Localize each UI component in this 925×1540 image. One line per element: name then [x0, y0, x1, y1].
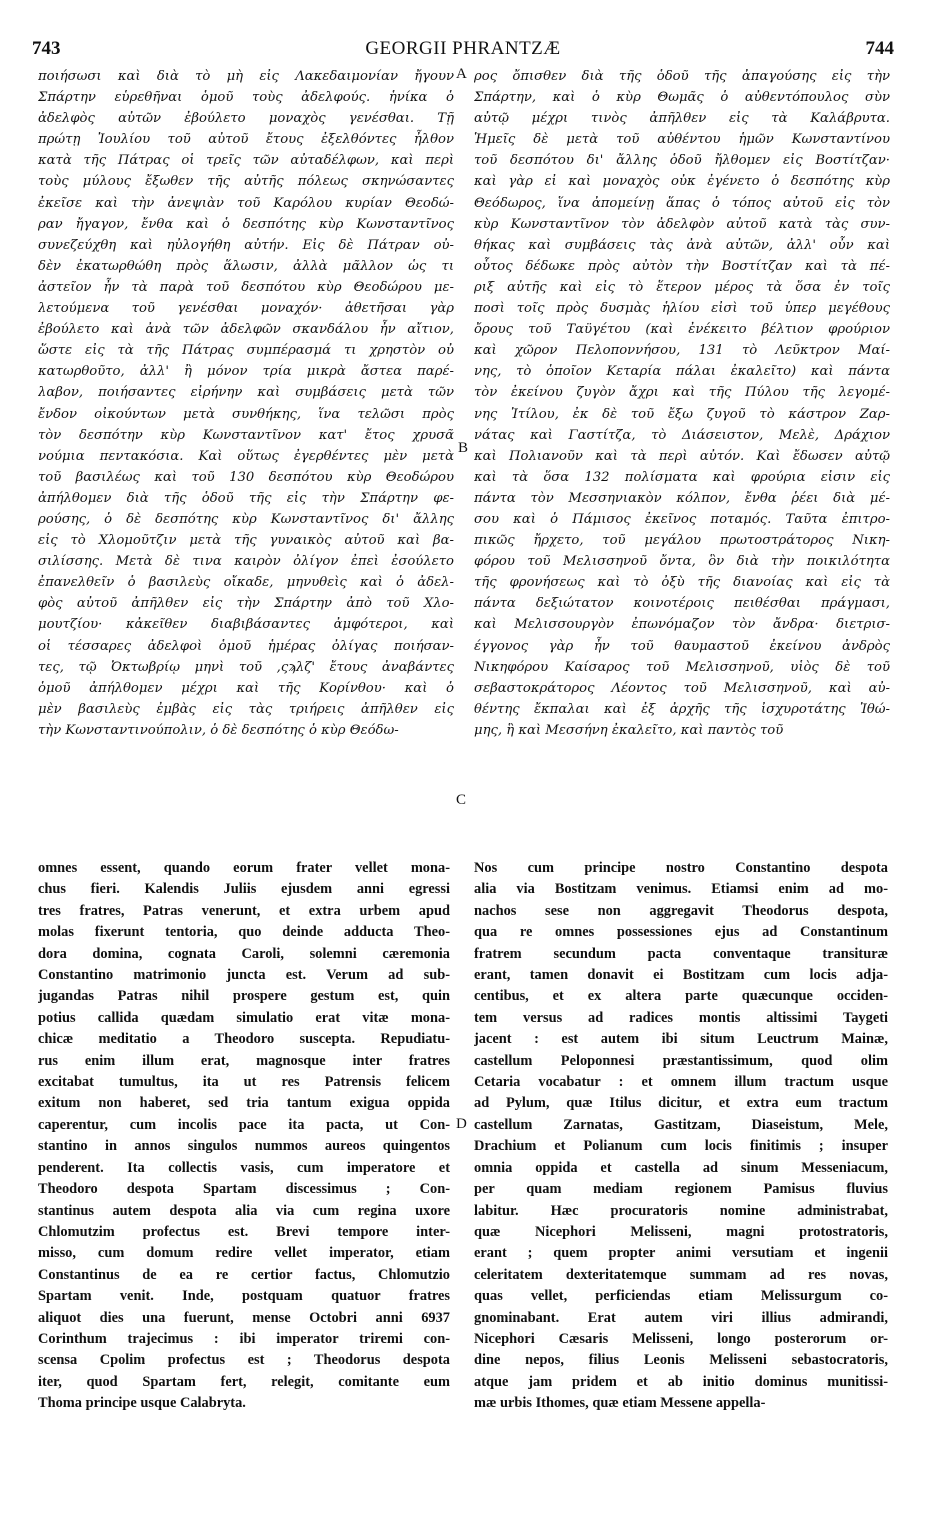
text-line: έγγονος γὰρ ἦν τοῦ θαυμαστοῦ ἐκείνου ἀνδρὸς — [474, 638, 890, 654]
text-line: ρούσης, ὁ δὲ δεσπότης κὺρ Κωνσταντῖνος δι' ἄλλης — [38, 511, 454, 527]
text-line: molas fixerunt tentoria, quo deinde adducta Theo- — [38, 924, 450, 941]
text-line: Drachium et Polianum cum locis finitimis ; insuper — [474, 1138, 888, 1155]
text-line: αὐτῷ μέχρι τινὸς ἀπῆλθεν εἰς τὰ Καλάβρυτα. — [474, 111, 890, 127]
text-line: καὶ γὰρ εἰ καὶ μοναχὸς οὐκ ἐγένετο ὁ δεσπότης κὺρ — [474, 174, 890, 190]
text-line: ριξ αὐτῆς καὶ εἰς τὸ ἕτερον μέρος τὰ ὅσα ἐν τοῖς — [474, 279, 890, 295]
text-line: ἀστεῖον ἦν τὰ παρὰ τοῦ δεσπότου κὺρ Θεοδώρου με- — [38, 279, 454, 295]
text-line: ραν ἤγαγον, ἔνθα καὶ ὁ δεσπότης κὺρ Κωνσταντῖνος — [38, 216, 454, 232]
text-line: ἀπήλθομεν διὰ τῆς ὁδοῦ τῆς εἰς τὴν Σπάρτην φε- — [38, 490, 454, 506]
text-line: rus enim illum erat, magnosque inter fratres — [38, 1052, 450, 1069]
text-line: φὸς αὐτοῦ ἀπῆλθεν εἰς τὴν Σπάρτην ἀπὸ τοῦ Χλο- — [38, 596, 454, 612]
text-line: Thoma principe usque Calabryta. — [38, 1395, 246, 1412]
text-line: omnes essent, quando eorum frater vellet mona- — [38, 860, 450, 876]
text-line: κατωρθοῦτο, ἀλλ' ἢ μόνον τρία μικρὰ ἄστεα παρέ- — [38, 364, 454, 380]
text-line: mæ urbis Ithomes, quæ etiam Messene appella- — [474, 1395, 766, 1412]
text-line: Corinthum trajecimus : ibi imperator triremi con- — [38, 1330, 450, 1347]
text-line: καὶ Μελισσουργὸν ἐπωνόμαζον τὸν ἄνδρα· διετρισ- — [474, 617, 890, 633]
text-line: τοῦ δεσπότου δι' ἄλλης ὁδοῦ ἤλθομεν εἰς Βοστίτζαν· — [474, 153, 890, 169]
latin-column-left — [38, 858, 450, 1415]
text-line: celeritatem dexteritatemque summam ad res novas, — [474, 1266, 888, 1283]
text-line: λετούμενα τοῦ γενέσθαι μοναχόν· ἀθετῆσαι γὰρ — [38, 301, 454, 317]
text-line: θέντης ἔκπαλαι καὶ ἐξ ἀρχῆς τῆς ἰσχυροτάτης Ἰθώ- — [474, 701, 890, 717]
text-line: καὶ Πολιανοῦν καὶ τὰ περὶ αὐτόν. Καὶ ἔδωσεν αὐτῷ — [474, 448, 890, 464]
text-line: κὺρ Κωνσταντῖνον τὸν ἀδελφὸν αὐτοῦ κατὰ τὰς συν- — [474, 216, 890, 232]
text-line: castellum Peloponnesi præstantissimum, quod olim — [474, 1052, 888, 1069]
text-line: καὶ τὰ ὅσα 132 πολίσματα καὶ φρούρια εἰσιν εἰς — [474, 469, 890, 485]
text-line: τες, τῷ Ὀκτωβρίῳ μηνὶ τοῦ ,ςϡλζ' ἔτους ἀναβάντες — [38, 659, 454, 675]
text-line: qua re omnes possessiones ejus ad Constantinum — [474, 924, 888, 941]
greek-column-right — [474, 66, 890, 741]
text-line: chicæ meditatio a Theodoro suscepta. Repudiatu- — [38, 1031, 450, 1048]
text-line: labitur. Hæc procuratoris nomine administrabat, — [474, 1202, 888, 1219]
text-line: Nicephori Cæsaris Melisseni, longo posterorum or- — [474, 1330, 888, 1347]
text-line: excitabat tumultus, ita ut res Patrensis felicem — [38, 1074, 450, 1091]
text-line: tres fratres, Patras venerunt, et extra urbem apud — [38, 902, 450, 919]
text-line: ἐβούλετο καὶ ἀνὰ τῶν ἀδελφῶν σκανδάλου ἦν αἴτιον, — [38, 322, 454, 338]
text-line: μουτζίου· κἀκεῖθεν διαβιβάσαντες ἀμφότεροι, καὶ — [38, 617, 454, 633]
text-line: δὲν ἐκατωρθώθη πρὸς ἅλωσιν, ἀλλὰ μᾶλλον ὡς τι — [38, 258, 454, 274]
text-line: Νικηφόρου Καίσαρος τοῦ Μελισσηνοῦ, υἱὸς δὲ τοῦ — [474, 659, 890, 675]
text-line: fratrem secundum pacta conventaque transituræ — [474, 945, 888, 962]
text-line: ὥστε εἰς τὰ τῆς Πάτρας συμπέρασμά τι χρηστὸν οὐ — [38, 343, 454, 359]
text-line: νούμια πεντακόσια. Καὶ οὕτως ἐγερθέντες μὲν μετὰ — [38, 448, 454, 464]
text-line: jacent : est autem ibi situm Leuctrum Mainæ, — [474, 1031, 888, 1048]
text-line: castellum Zarnatas, Gastitzam, Diaseistum, Mele, — [474, 1116, 888, 1133]
text-line: νης, τὸ ὁποῖον Κεταρία πάλαι ἐκαλεῖτο) καὶ πάντα — [474, 364, 890, 380]
text-line: gnominabant. Erat autem viri illius admirandi, — [474, 1309, 888, 1326]
text-line: dine nepos, filius Leonis Melisseni sebastocratoris, — [474, 1352, 888, 1369]
text-line: quas vellet, perficiendas etiam Melissurgum co- — [474, 1288, 888, 1305]
text-line: συνεζεύχθη καὶ ηὐλογήθη αὐτήν. Εἰς δὲ Πάτραν οὐ- — [38, 237, 454, 253]
text-line: ἐκεῖσε καὶ τὴν ἀνεψιὰν τοῦ Καρόλου κυρίαν Θεοδώ- — [38, 195, 454, 211]
text-line: τὴν Κωνσταντινούπολιν, ὁ δὲ δεσπότης ὁ κὺρ Θεόδω- — [38, 722, 399, 738]
text-line: Constantinus de ea re certior factus, Chlomutzio — [38, 1266, 450, 1283]
margin-marker-d: D — [456, 1116, 467, 1132]
text-line: stantino in annos singulos nummos aureos quingentos — [38, 1138, 450, 1155]
text-line: tem versus ad radices montis altissimi Taygeti — [474, 1009, 888, 1026]
page-number-left: 743 — [32, 38, 61, 59]
text-line: erant, tamen donavit ei Bostitzam cum locis adja- — [474, 967, 888, 984]
text-line: ἐπανελθεῖν ὁ βασιλεὺς οἴκαδε, μηνυθεὶς καὶ ὁ ἀδελ- — [38, 575, 454, 591]
text-line: per quam mediam regionem Pamisus fluvius — [474, 1181, 888, 1198]
text-line: Ἡμεῖς δὲ μετὰ τοῦ αὐθέντου ἡμῶν Κωνσταντίνου — [474, 132, 890, 148]
text-line: τὸν δεσπότην κὺρ Κωνσταντῖνον κατ' ἔτος χρυσᾶ — [38, 427, 454, 443]
margin-marker-c: C — [456, 792, 467, 808]
text-line: chus fieri. Kalendis Juliis ejusdem anni egressi — [38, 881, 450, 898]
text-line: φόρου τοῦ Μελισσηνοῦ ὄντα, ὃν διὰ τὴν ποικιλότητα — [474, 554, 890, 570]
text-line: πάντα δεξιώτατον κοινοτέροις πειθέσθαι πράγμασι, — [474, 596, 890, 612]
text-line: ad Pylum, quæ Itilus dicitur, et extra eum tractum — [474, 1095, 888, 1112]
text-line: πρώτῃ Ἰουλίου τοῦ αὐτοῦ ἔτους ἐξελθόντες ἦλθον — [38, 132, 454, 148]
text-line: ὁμοῦ ἀπήλθομεν μέχρι καὶ τῆς Κορίνθου· καὶ ὁ — [38, 680, 454, 696]
text-line: σου καὶ ὁ Πάμισος ἐκεῖνος ποταμός. Ταῦτα ἐπιτρο- — [474, 511, 890, 527]
text-line: nachos sese non aggregavit Theodorus despota, — [474, 902, 888, 919]
margin-marker-b: B — [458, 440, 469, 456]
text-line: omnia oppida et castella ad sinum Messeniacum, — [474, 1159, 888, 1176]
text-line: σεβαστοκράτορος Λέοντος τοῦ Μελισσηνοῦ, καὶ αὐ- — [474, 680, 890, 696]
greek-column-left — [38, 66, 454, 741]
text-line: Θεόδωρος, ἵνα ἀπομείνῃ ἅπας ὁ τόπος αὐτοῦ εἰς τὸν — [474, 195, 890, 211]
text-line: μης, ἣ καὶ Μεσσήνη ἐκαλεῖτο, καὶ παντὸς τοῦ — [474, 722, 784, 738]
text-line: Σπάρτην, καὶ ὁ κὺρ Θωμᾶς ὁ αὐθεντόπουλος σὺν — [474, 90, 890, 106]
text-line: Σπάρτην εὑρεθῆναι ὁμοῦ τοὺς ἀδελφούς. ἡνίκα ὁ — [38, 90, 454, 106]
margin-marker-a: A — [456, 66, 467, 82]
text-line: σιλίσσης. Μετὰ δὲ τινα καιρὸν ὀλίγον ἐπεὶ ἐσούλετο — [38, 554, 454, 570]
text-line: λαβον, ποιήσαντες εἰρήνην καὶ συμβάσεις μετὰ τῶν — [38, 385, 454, 401]
text-line: οὗτος δέδωκε πρὸς αὐτὸν τὴν Βοστίτζαν καὶ τὰ πέ- — [474, 258, 890, 274]
text-line: καὶ χῶρον Πελοποννήσου, 131 τὸ Λεῦκτρον Μαί- — [474, 343, 890, 359]
text-line: ἔνδον οἰκούντων μετὰ συνθήκης, ἵνα τελῶσι πρὸς — [38, 406, 454, 422]
text-line: Spartam venit. Inde, postquam quatuor fratres — [38, 1288, 450, 1305]
text-line: πάντα τὸν Μεσσηνιακὸν κόλπον, ἔνθα ῥέει διὰ μέ- — [474, 490, 890, 506]
text-line: Nos cum principe nostro Constantino despota — [474, 860, 888, 876]
text-line: alia via Bostitzam venimus. Etiamsi enim ad mo- — [474, 881, 888, 898]
text-line: κατὰ τῆς Πάτρας οἱ τρεῖς τῶν αὐταδέλφων, καὶ περὶ — [38, 153, 454, 169]
text-line: misso, cum domum redire vellet imperator, etiam — [38, 1245, 450, 1262]
text-line: τοὺς μύλους ἔξωθεν τῆς αὐτῆς πόλεως σκηνώσαντες — [38, 174, 454, 190]
latin-column-right — [474, 858, 888, 1415]
text-line: stantinus autem despota alia via cum regina uxore — [38, 1202, 450, 1219]
page-header — [32, 38, 894, 68]
text-line: μὲν βασιλεὺς ἐμβὰς εἰς τὰς τριήρεις ἀπῆλθεν εἰς — [38, 701, 454, 717]
text-line: quæ Nicephori Melisseni, magni protostratoris, — [474, 1223, 888, 1240]
text-line: jugandas Patras nihil prospere gestum est, quin — [38, 988, 450, 1005]
text-line: scensa Cpolim profectus est ; Theodorus despota — [38, 1352, 450, 1369]
text-line: centibus, et ex altera parte quæcunque occiden- — [474, 988, 888, 1005]
text-line: νης Ἰτίλου, ἐκ δὲ τοῦ ἔξω ζυγοῦ τὸ κάστρον Ζαρ- — [474, 406, 890, 422]
text-line: ὄρους τοῦ Ταϋγέτου (καὶ ἐνέκειτο βέλτιον φρούριον — [474, 322, 890, 338]
text-line: Cetaria vocabatur : et omnem illum tractum usque — [474, 1074, 888, 1091]
text-line: penderent. Ita collectis vasis, cum imperatore et — [38, 1159, 450, 1176]
text-line: πικῶς ἤρχετο, τοῦ μεγάλου πρωτοστράτορος Νικη- — [474, 533, 890, 549]
text-line: ποσὶ τοῖς πρὸς δυσμὰς ἡλίου εἰσὶ τοῦ ὑπερ μεγέθους — [474, 301, 890, 317]
text-line: θήκας καὶ συμβάσεις τὰς ἀνὰ αὐτῶν, ἀλλ' οὖν καὶ — [474, 237, 890, 253]
text-line: νάτας καὶ Γαστίτζα, τὸ Διάσειστον, Μελὲ, Δράχιον — [474, 427, 890, 443]
text-line: τῆς φρονήσεως καὶ τὸ ὀξὺ τῆς διανοίας καὶ εἰς τὰ — [474, 575, 890, 591]
text-line: dora domina, cognata Caroli, solemni cæremonia — [38, 945, 450, 962]
text-line: εἰς τὸ Χλομοῦτζιν μετὰ τῆς γυναικὸς αὐτοῦ καὶ βα- — [38, 533, 454, 549]
text-line: atque jam pridem et ab initio dominus munitissi- — [474, 1373, 888, 1390]
text-line: Chlomutzim profectus est. Brevi tempore inter- — [38, 1223, 450, 1240]
text-line: iter, quod Spartam fert, relegit, comitante eum — [38, 1373, 450, 1390]
text-line: Theodoro despota Spartam discessimus ; Con- — [38, 1181, 450, 1198]
text-line: οἱ τέσσαρες ἀδελφοὶ ὁμοῦ ἡμέρας ὀλίγας ποιήσαν- — [38, 638, 454, 654]
running-title: GEORGII PHRANTZÆ — [365, 38, 561, 59]
text-line: ποιήσωσι καὶ διὰ τὸ μὴ εἰς Λακεδαιμονίαν ἤγουν — [38, 69, 454, 84]
text-line: ρος ὄπισθεν διὰ τῆς ὁδοῦ τῆς ἀπαγούσης εἰς τὴν — [474, 69, 890, 84]
page-number-right: 744 — [865, 38, 894, 59]
text-line: erant ; quem propter animi versutiam et ingenii — [474, 1245, 888, 1262]
text-line: aliquot dies una fuerunt, mense Octobri anni 6937 — [38, 1309, 450, 1326]
text-line: caperentur, cum incolis pace ita pacta, ut Con- — [38, 1116, 450, 1133]
text-line: potius callida quædam simulatio erat vitæ mona- — [38, 1009, 450, 1026]
text-line: Constantino matrimonio juncta est. Verum ad sub- — [38, 967, 450, 984]
text-line: ἀδελφὸς αὐτῶν ἐβούλετο μοναχὸς γενέσθαι. Τῇ — [38, 111, 454, 127]
text-line: exitum non haberet, sed tria tantum exigua oppida — [38, 1095, 450, 1112]
text-line: τὸν ἐκείνου ζυγὸν ἄχρι καὶ τῆς Πύλου τῆς λεγομέ- — [474, 385, 890, 401]
text-line: τοῦ βασιλέως καὶ τοῦ 130 δεσπότου κὺρ Θεοδώρου — [38, 469, 454, 485]
